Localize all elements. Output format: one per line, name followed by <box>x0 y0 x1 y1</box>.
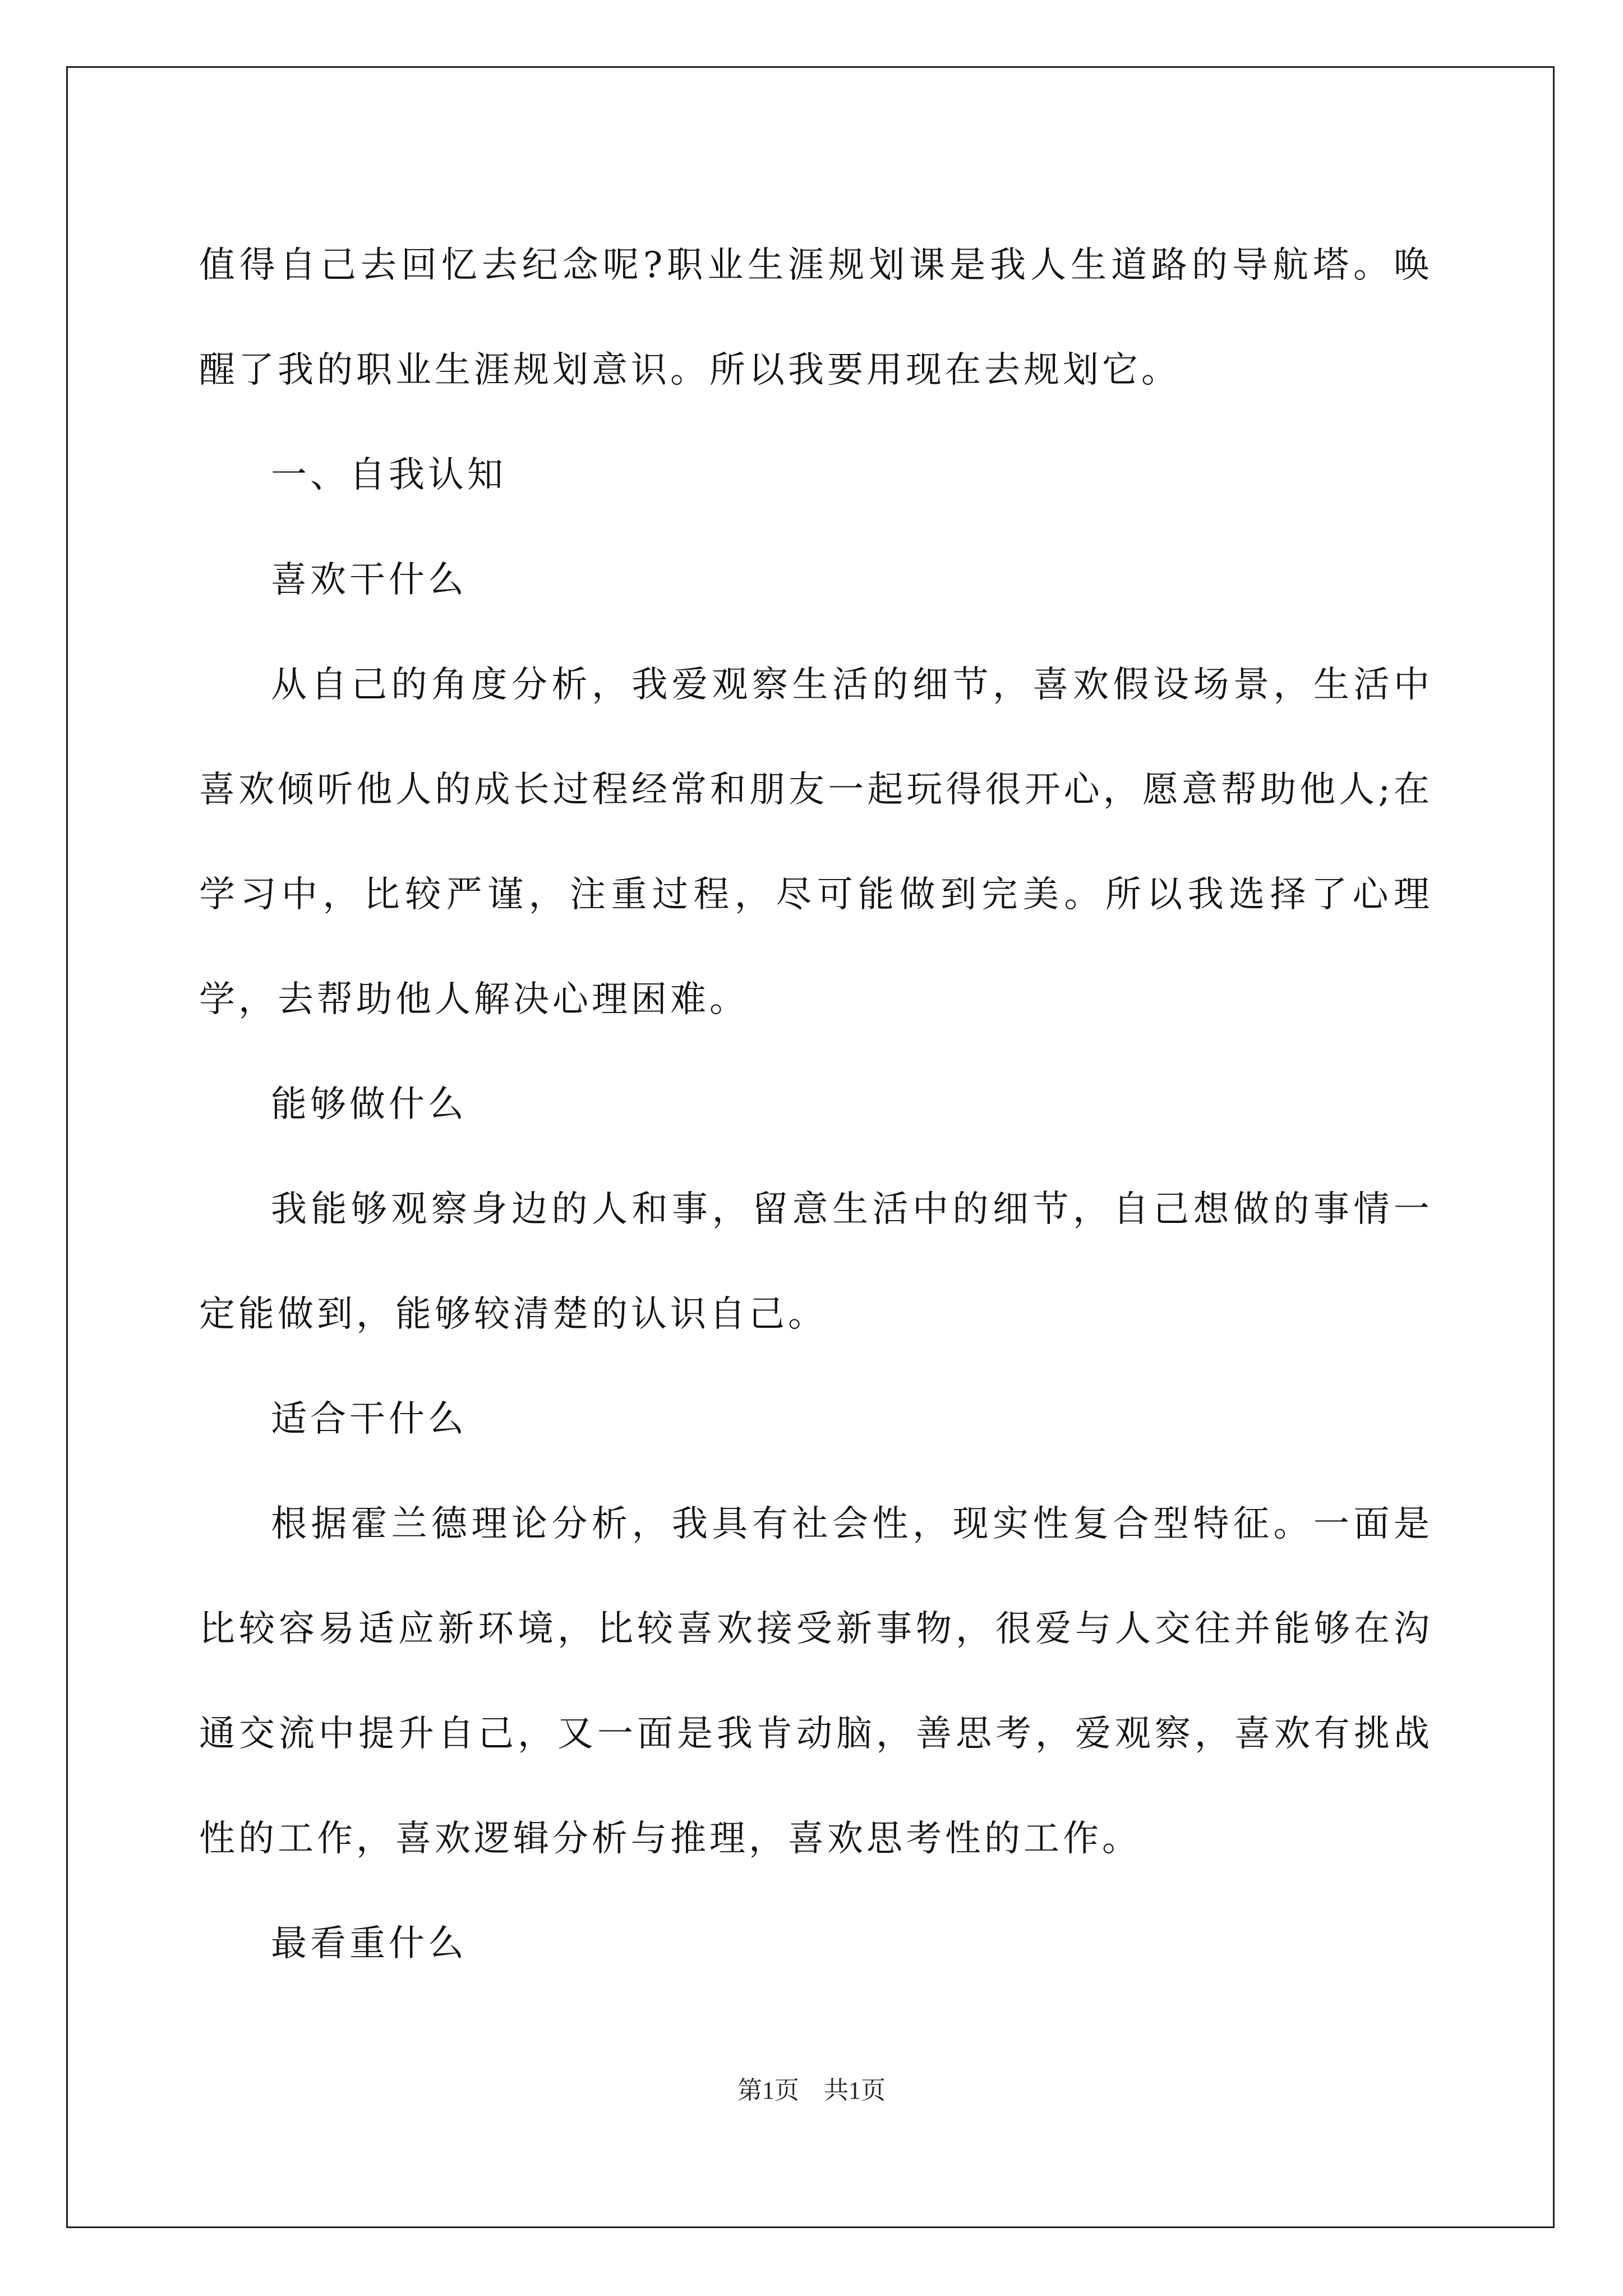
paragraph-abilities: 我能够观察身边的人和事，留意生活中的细节，自己想做的事情一定能做到，能够较清楚的认识自己。 <box>199 1189 1433 1335</box>
page-footer: 第1页 共1页 <box>737 2077 886 2104</box>
subheading-values: 最看重什么 <box>271 1923 467 1964</box>
subheading-abilities: 能够做什么 <box>271 1084 467 1125</box>
paragraph-suitable: 根据霍兰德理论分析，我具有社会性，现实性复合型特征。一面是比较容易适应新环境，比较喜欢接受新事物，很爱与人交往并能够在沟通交流中提升自己，又一面是我肯动脑，善思考，爱观察，喜欢有挑战性的工作，喜欢逻辑分析与推理，喜欢思考性的工作。 <box>199 1503 1433 1860</box>
document-body <box>199 213 1433 1996</box>
section-heading-self-awareness: 一、自我认知 <box>271 454 506 496</box>
paragraph-likes: 从自己的角度分析，我爱观察生活的细节，喜欢假设场景，生活中喜欢倾听他人的成长过程经常和朋友一起玩得很开心，愿意帮助他人;在学习中，比较严谨，注重过程，尽可能做到完美。所以我选择了心理学，去帮助他人解决心理困难。 <box>199 664 1433 1020</box>
subheading-suitable: 适合干什么 <box>271 1398 467 1440</box>
subheading-likes: 喜欢干什么 <box>271 559 467 601</box>
paragraph-continuation: 值得自己去回忆去纪念呢?职业生涯规划课是我人生道路的导航塔。唤醒了我的职业生涯规划意识。所以我要用现在去规划它。 <box>199 245 1433 391</box>
